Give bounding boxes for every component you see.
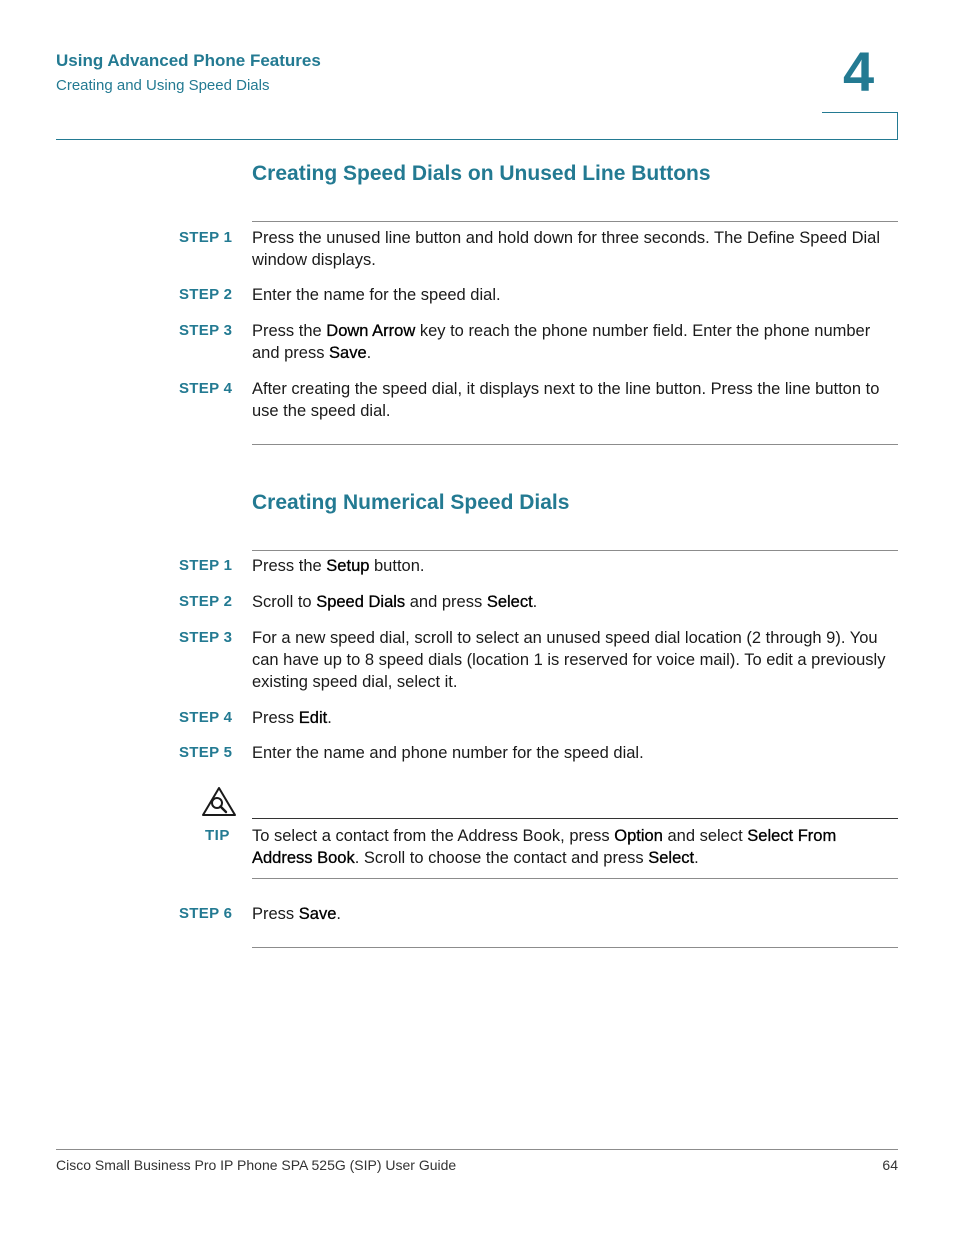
section1-top-rule bbox=[252, 221, 898, 222]
footer-guide-title: Cisco Small Business Pro IP Phone SPA 525G (SIP) User Guide bbox=[56, 1157, 457, 1173]
step-label: STEP 5 bbox=[179, 744, 233, 761]
footer-rule bbox=[56, 1149, 898, 1150]
chapter-tab-top-rule bbox=[822, 112, 898, 113]
section2-top-rule bbox=[252, 550, 898, 551]
key-select: Select bbox=[648, 849, 695, 867]
chapter-tab-side-rule bbox=[897, 112, 898, 139]
key-setup: Setup bbox=[326, 557, 370, 575]
key-option: Option bbox=[614, 827, 663, 845]
step-text: Press Save. bbox=[252, 905, 341, 923]
key-save: Save bbox=[298, 905, 337, 923]
tip-text: To select a contact from the Address Book, press Option and select Select From Address Book. Scroll to choose the contact and press Select. bbox=[252, 827, 837, 867]
step-label: STEP 6 bbox=[179, 905, 233, 922]
tip-bottom-rule bbox=[252, 878, 898, 879]
step-text: Scroll to Speed Dials and press Select. bbox=[252, 593, 538, 611]
header-rule bbox=[56, 139, 898, 140]
section-title: Creating and Using Speed Dials bbox=[56, 77, 270, 94]
step-label: STEP 4 bbox=[179, 709, 233, 726]
key-down-arrow: Down Arrow bbox=[326, 322, 416, 340]
step-text: After creating the speed dial, it displays next to the line button. Press the line button to use the speed dial. bbox=[252, 380, 880, 420]
step-label: STEP 3 bbox=[179, 322, 233, 339]
tip-top-rule bbox=[252, 818, 898, 819]
menu-speed-dials: Speed Dials bbox=[316, 593, 406, 611]
step-text: Press the Down Arrow key to reach the phone number field. Enter the phone number and press Save. bbox=[252, 322, 871, 362]
step-text: Enter the name for the speed dial. bbox=[252, 286, 501, 304]
step-text: For a new speed dial, scroll to select an unused speed dial location (2 through 9). You can have up to 8 speed dials (location 1 is reserved for voice mail). To edit a previously existing speed dial, select it. bbox=[252, 629, 886, 691]
step-label: STEP 1 bbox=[179, 229, 233, 246]
heading-speed-dials-unused-line: Creating Speed Dials on Unused Line Buttons bbox=[252, 162, 711, 185]
key-save: Save bbox=[329, 344, 367, 362]
step-text: Press the Setup button. bbox=[252, 557, 425, 575]
chapter-number: 4 bbox=[843, 40, 875, 103]
tip-label: TIP bbox=[205, 827, 230, 844]
step-text: Press Edit. bbox=[252, 709, 332, 727]
step-label: STEP 1 bbox=[179, 557, 233, 574]
key-select: Select bbox=[486, 593, 533, 611]
step-label: STEP 3 bbox=[179, 629, 233, 646]
step-label: STEP 2 bbox=[179, 593, 233, 610]
step-label: STEP 4 bbox=[179, 380, 233, 397]
menu-select-from-address-book: Select From Address Book bbox=[252, 827, 837, 867]
step-text: Press the unused line button and hold down for three seconds. The Define Speed Dial window displays. bbox=[252, 229, 881, 269]
step-text: Enter the name and phone number for the speed dial. bbox=[252, 744, 644, 762]
magnifier-tip-icon bbox=[201, 786, 237, 818]
key-edit: Edit bbox=[298, 709, 328, 727]
heading-numerical-speed-dials: Creating Numerical Speed Dials bbox=[252, 491, 570, 514]
section2-bottom-rule bbox=[252, 947, 898, 948]
page-number: 64 bbox=[882, 1157, 898, 1173]
chapter-title: Using Advanced Phone Features bbox=[56, 51, 321, 70]
section1-bottom-rule bbox=[252, 444, 898, 445]
step-label: STEP 2 bbox=[179, 286, 233, 303]
